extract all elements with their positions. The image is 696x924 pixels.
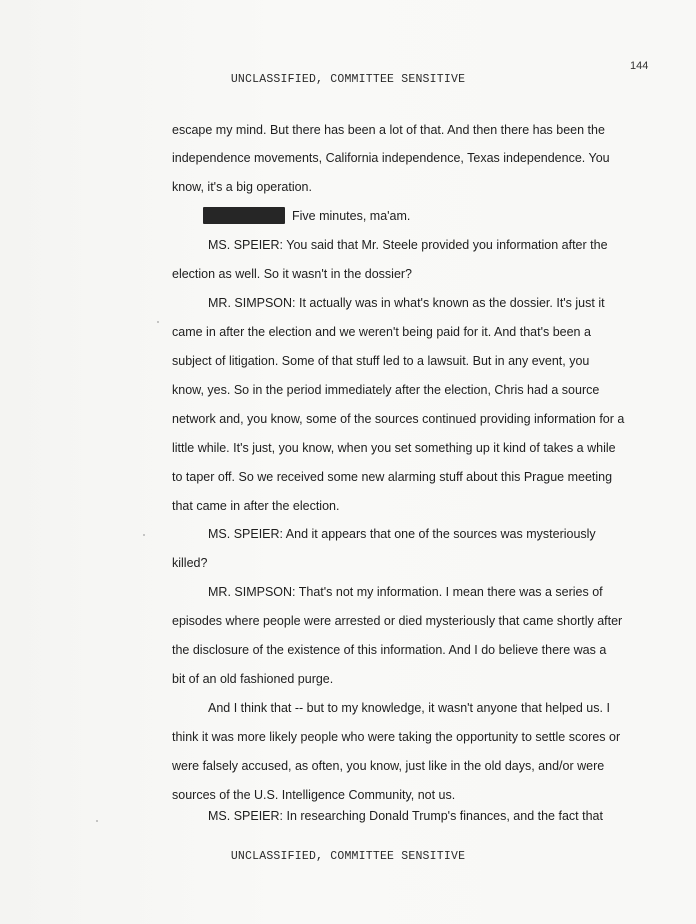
text-line: bit of an old fashioned purge. bbox=[172, 672, 334, 686]
text-line: were falsely accused, as often, you know, just like in the old days, and/or were bbox=[172, 759, 605, 773]
text-line: MS. SPEIER: And it appears that one of the sources was mysteriously bbox=[208, 527, 596, 541]
text-line: episodes where people were arrested or died mysteriously that came shortly after bbox=[172, 614, 623, 628]
text-line: sources of the U.S. Intelligence Community, not us. bbox=[172, 788, 456, 802]
scan-speck bbox=[143, 534, 145, 536]
redaction-bar bbox=[203, 207, 285, 224]
text-line: killed? bbox=[172, 556, 208, 570]
text-line: think it was more likely people who were taking the opportunity to settle scores or bbox=[172, 730, 621, 744]
text-line: came in after the election and we weren't being paid for it. And that's been a bbox=[172, 325, 591, 339]
text-line: the disclosure of the existence of this information. And I do believe there was a bbox=[172, 643, 607, 657]
text-line: network and, you know, some of the sources continued providing information for a bbox=[172, 412, 625, 426]
text-line: MR. SIMPSON: That's not my information. I mean there was a series of bbox=[208, 585, 603, 599]
text-line: election as well. So it wasn't in the dossier? bbox=[172, 267, 413, 281]
text-line: MS. SPEIER: In researching Donald Trump's finances, and the fact that bbox=[208, 809, 603, 823]
text-line: know, yes. So in the period immediately after the election, Chris had a source bbox=[172, 383, 600, 397]
footer-classification: UNCLASSIFIED, COMMITTEE SENSITIVE bbox=[230, 850, 466, 863]
text-line: escape my mind. But there has been a lot of that. And then there has been the bbox=[172, 123, 605, 137]
text-line: little while. It's just, you know, when you set something up it kind of takes a while bbox=[172, 441, 616, 455]
text-line: And I think that -- but to my knowledge, it wasn't anyone that helped us. I bbox=[208, 701, 610, 715]
text-line: independence movements, California independence, Texas independence. You bbox=[172, 151, 610, 165]
text-line: MR. SIMPSON: It actually was in what's known as the dossier. It's just it bbox=[208, 296, 605, 310]
text-line: subject of litigation. Some of that stuff led to a lawsuit. But in any event, you bbox=[172, 354, 590, 368]
text-line: MS. SPEIER: You said that Mr. Steele provided you information after the bbox=[208, 238, 608, 252]
text-line: that came in after the election. bbox=[172, 499, 340, 513]
scan-speck bbox=[96, 820, 98, 822]
text-line: to taper off. So we received some new alarming stuff about this Prague meeting bbox=[172, 470, 613, 484]
header-classification: UNCLASSIFIED, COMMITTEE SENSITIVE bbox=[230, 73, 466, 86]
text-line: know, it's a big operation. bbox=[172, 180, 312, 194]
scan-speck bbox=[157, 321, 159, 323]
text-line: Five minutes, ma'am. bbox=[292, 209, 411, 223]
page-number: 144 bbox=[630, 60, 649, 72]
